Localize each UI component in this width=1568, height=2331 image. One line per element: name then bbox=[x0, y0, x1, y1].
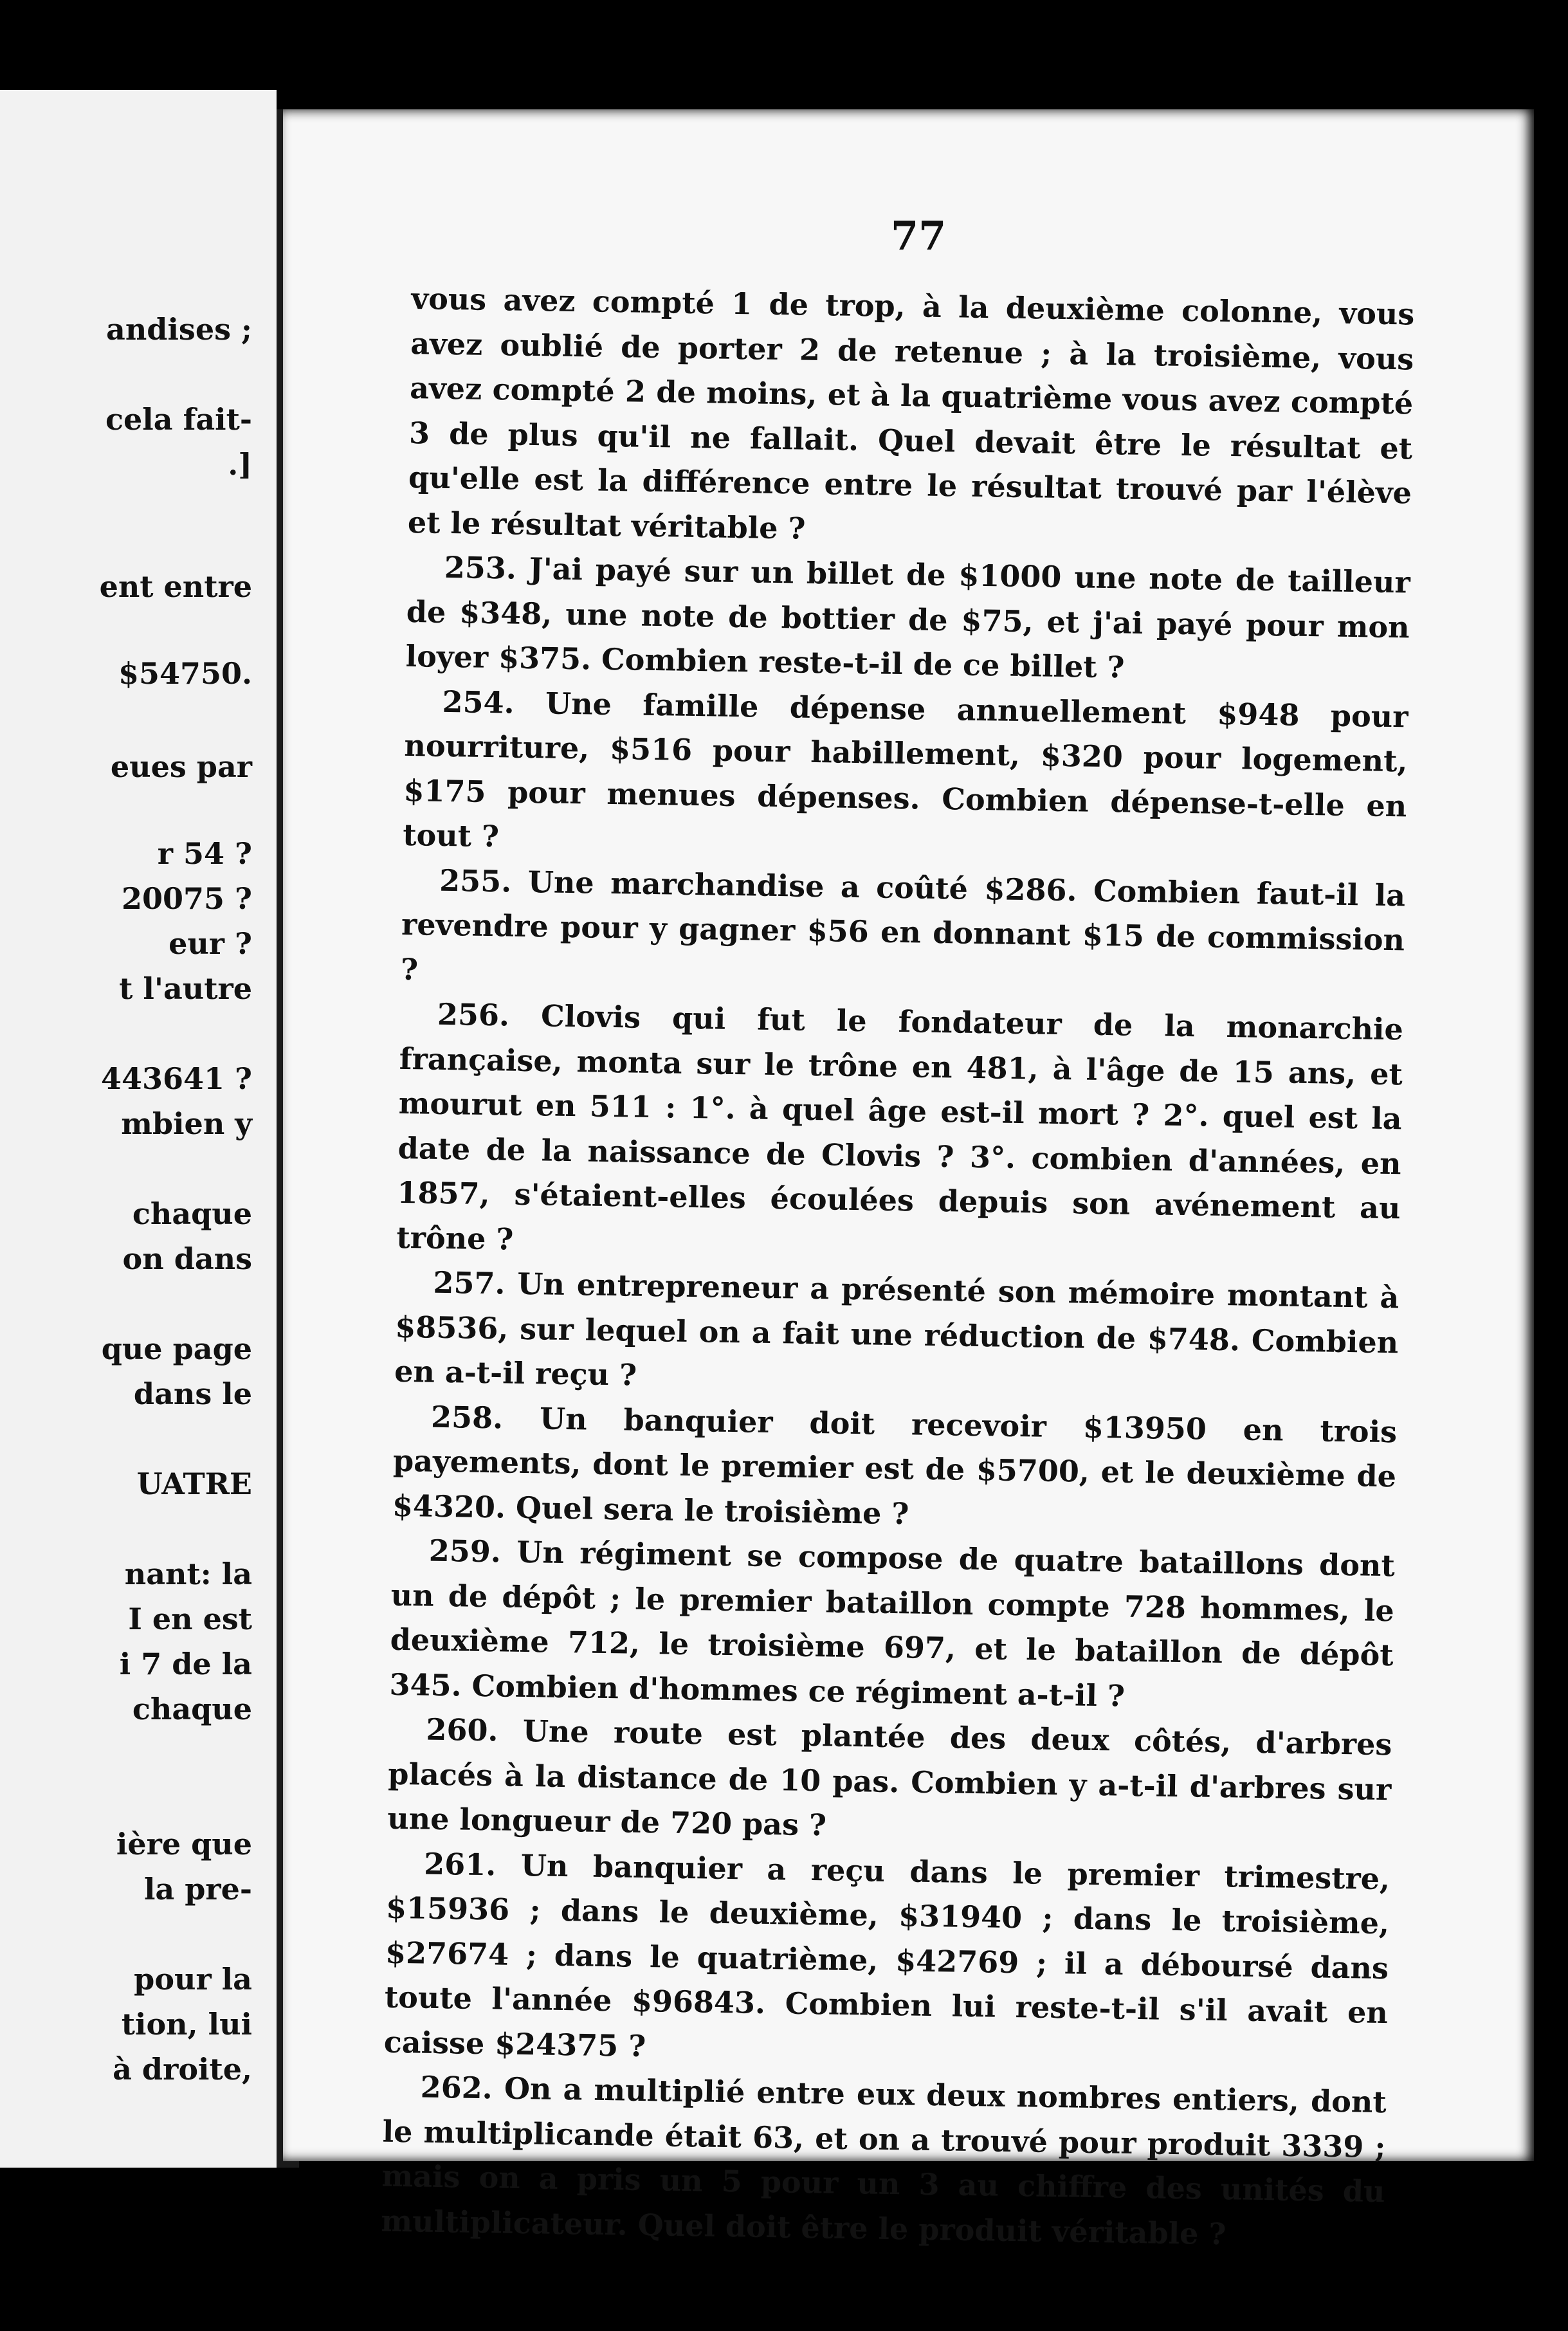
exercise-262: 262. On a multiplié entre eux deux nombres entiers, dont le multiplicande était 63, et on a trouvé pour produit 3339 ; mais on a pris un 5 pour un 3 au chiffre des unités du multiplicateur. Quel doit être le produit véritable ? bbox=[381, 2069, 1387, 2251]
left-line: que page bbox=[101, 1331, 252, 1366]
left-line: andises ; bbox=[106, 312, 252, 347]
left-line: tion, lui bbox=[121, 2007, 252, 2042]
left-line: $54750. bbox=[118, 656, 252, 691]
left-line: 443641 ? bbox=[100, 1061, 252, 1096]
exercise-257: 257. Un entrepreneur a présenté son mémoire montant à $8536, sur lequel on a fait une réduction de $748. Combien en a-t-il reçu ? bbox=[394, 1265, 1399, 1393]
page-text bbox=[381, 277, 1415, 2259]
left-line: .] bbox=[228, 447, 252, 482]
page-number: 77 bbox=[891, 212, 947, 259]
exercise-261: 261. Un banquier a reçu dans le premier trimestre, $15936 ; dans le deuxième, $31940 ; dans le troisième, $27674 ; dans le quatrième, $42769 ; il a déboursé dans toute l'année $96843. Combien lui reste-t-il s'il avait en caisse $24375 ? bbox=[383, 1846, 1390, 2063]
left-line: la pre- bbox=[143, 1872, 252, 1906]
exercise-256: 256. Clovis qui fut le fondateur de la monarchie française, monta sur le trône en 481, à l'âge de 15 ans, et mourut en 511 : 1°. à quel âge est-il mort ? 2°. quel est la date de la naissance de Clovis ? 3°. combien d'années, en 1857, s'étaient-elles écoulées depuis son avénement au trône ? bbox=[396, 996, 1404, 1257]
left-line: cela fait- bbox=[105, 402, 252, 437]
exercise-254: 254. Une famille dépense annuellement $948 pour nourriture, $516 pour habillement, $320 pour logement, $175 pour menues dépenses. Combien dépense-t-elle en tout ? bbox=[402, 684, 1408, 854]
left-line: t l'autre bbox=[119, 971, 252, 1006]
left-line: ière que bbox=[116, 1827, 252, 1861]
left-line: eur ? bbox=[169, 926, 252, 961]
left-line: r 54 ? bbox=[157, 836, 252, 871]
paragraph-continuation: vous avez compté 1 de trop, à la deuxième colonne, vous avez oublié de porter 2 de retenue ; à la troisième, vous avez compté 2 de moins, et à la quatrième vous avez compté 3 de plus qu'il ne fallait. Quel devait être le résultat et qu'elle est la différence entre le résultat trouvé par l'élève et le résultat véritable ? bbox=[407, 280, 1415, 546]
exercise-255: 255. Une marchandise a coûté $286. Combien faut-il la revendre pour y gagner $56 en donnant $15 de commission ? bbox=[400, 863, 1406, 987]
left-line: UATRE bbox=[136, 1467, 252, 1501]
left-line: dans le bbox=[133, 1376, 252, 1411]
left-line: pour la bbox=[134, 1962, 252, 1997]
left-line: chaque bbox=[132, 1196, 252, 1231]
exercise-260: 260. Une route est plantée des deux côtés, d'arbres placés à la distance de 10 pas. Combien y a-t-il d'arbres sur une longueur de 720 pas ? bbox=[387, 1712, 1392, 1843]
left-line: i 7 de la bbox=[119, 1647, 252, 1681]
left-line: I en est bbox=[128, 1602, 252, 1636]
exercise-258: 258. Un banquier doit recevoir $13950 en trois payements, dont le premier est de $5700, et le deuxième de $4320. Quel sera le troisième ? bbox=[392, 1399, 1398, 1531]
left-line: eues par bbox=[110, 749, 252, 784]
exercise-253: 253. J'ai payé sur un billet de $1000 une note de tailleur de $348, une note de bottier de $75, et j'ai payé pour mon loyer $375. Combien reste-t-il de ce billet ? bbox=[405, 549, 1411, 685]
left-line: mbien y bbox=[121, 1106, 252, 1141]
left-line: chaque bbox=[132, 1692, 252, 1726]
exercise-259: 259. Un régiment se compose de quatre bataillons dont un de dépôt ; le premier bataillon compte 728 hommes, le deuxième 712, le troisième 697, et le bataillon de dépôt 345. Combien d'hommes ce régiment a-t-il ? bbox=[389, 1533, 1396, 1714]
left-line: on dans bbox=[122, 1241, 252, 1276]
left-line: à droite, bbox=[113, 2052, 252, 2087]
left-line: 20075 ? bbox=[121, 881, 252, 916]
left-line: nant: la bbox=[124, 1557, 252, 1591]
left-line: ent entre bbox=[99, 569, 252, 604]
previous-page-fragment bbox=[0, 90, 277, 2168]
